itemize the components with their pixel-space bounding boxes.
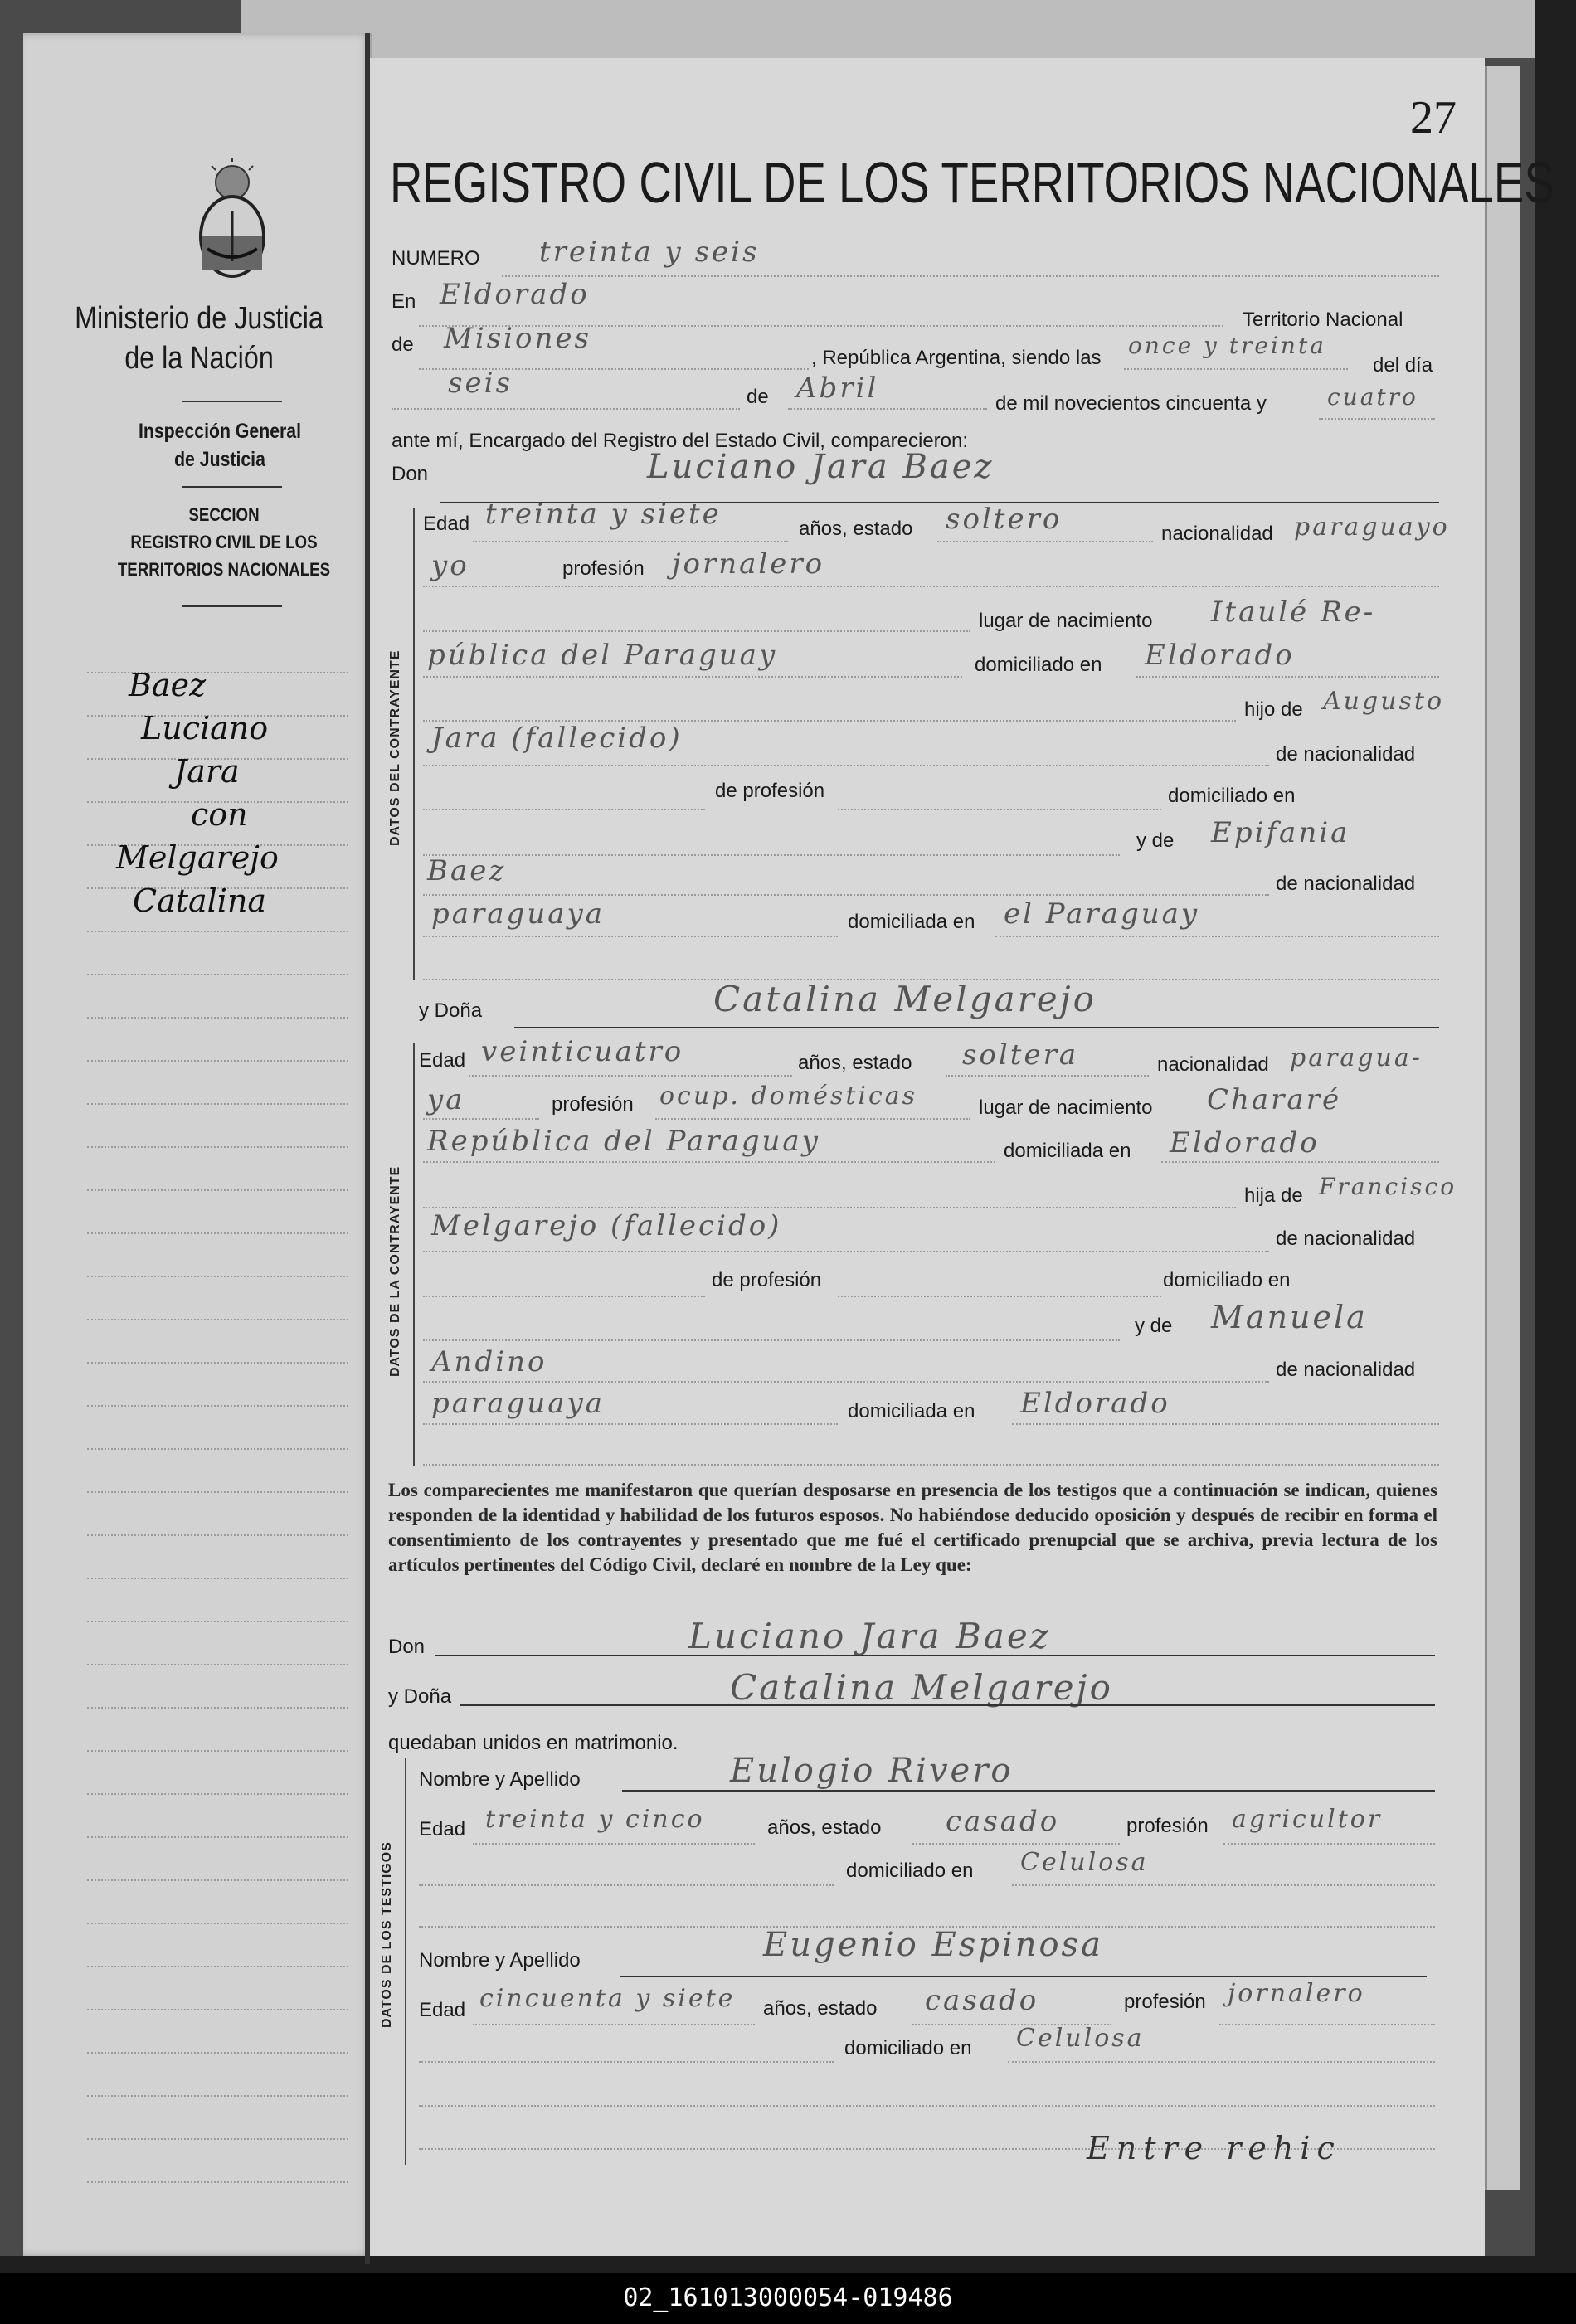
profesion-label: profesión [562,557,645,580]
margin-note [116,664,279,922]
madre-value: Manuela [1211,1299,1368,1335]
ruled-line [87,1060,348,1062]
ministry-line1: Ministerio de Justicia [75,301,323,336]
domicilio-value: Eldorado [1170,1126,1320,1160]
edad-label: Edad [419,1049,466,1072]
edad-value: veinticuatro [481,1035,684,1068]
testigos-bracket [405,1758,406,2165]
decl-don-value: Luciano Jara Baez [688,1616,1051,1656]
lugar-cont: pública del Paraguay [427,639,778,672]
mil-label: de mil novecientos cincuenta y [995,392,1267,415]
lugar-cont: República del Paraguay [427,1125,820,1158]
y-de-label: y de [1136,829,1175,852]
page-title: REGISTRO CIVIL DE LOS TERRITORIOS NACIONALES [390,150,1554,215]
ruled-line [87,1491,348,1493]
contrayente-bracket [413,508,415,980]
book-fold [365,33,370,2264]
domiciliada-label: domiciliada en [1004,1140,1131,1162]
nacionalidad-cont: ya [427,1083,465,1116]
ruled-line [87,1017,348,1019]
profesion-label: profesión [552,1093,634,1116]
decl-dona-label: y Doña [388,1685,452,1708]
contrayenta-bracket [413,1043,415,1466]
ruled-line [87,974,348,975]
section-line1: SECCION [188,504,260,525]
nacionalidad-cont: yo [431,549,469,582]
hora-value: once y treinta [1128,332,1326,359]
ruled-line [87,1146,348,1148]
ruled-line [87,1578,348,1579]
ruled-line [87,2009,348,2010]
inspection-line2: de Justicia [174,448,265,471]
anio-value: cuatro [1327,383,1418,411]
ruled-line [87,1405,348,1407]
t2-domicilio-value: Celulosa [1016,2024,1145,2053]
madre-cont: Andino [431,1345,547,1378]
don-value: Luciano Jara Baez [647,448,995,486]
divider [182,605,282,607]
numero-label: NUMERO [392,247,480,270]
ruled-line [87,1319,348,1320]
nacionalidad-value: paraguayo [1294,513,1450,542]
padre-cont: Jara (fallecido) [431,722,683,755]
mes-value: Abril [796,372,879,405]
de-nac-label: de nacionalidad [1276,873,1416,895]
t1-edad-value: treinta y cinco [485,1805,705,1834]
page-edge [1485,66,1520,2190]
decl-dona-value: Catalina Melgarejo [730,1667,1113,1708]
ruled-line [87,2052,348,2054]
ministry-line2: de la Nación [124,341,274,376]
margin-note-line: Catalina [133,882,267,919]
t1-domicilio-value: Celulosa [1020,1848,1149,1877]
domiciliado-label: domiciliado en [975,654,1102,676]
anos-label: años, estado [798,1052,912,1074]
t2-profesion-label: profesión [1124,1991,1206,2013]
estado-value: soltero [946,503,1063,536]
t1-domiciliado-label: domiciliado en [846,1860,974,1882]
divider [182,486,282,488]
hijo-label: hijo de [1244,698,1303,721]
nacionalidad-label: nacionalidad [1157,1053,1269,1076]
y-de-label: y de [1135,1315,1173,1337]
t1-profesion-label: profesión [1126,1815,1209,1837]
ruled-line [87,2138,348,2140]
y-dona-label: y Doña [419,999,483,1022]
territorio-label: Territorio Nacional [1243,309,1403,331]
lugar-value: Chararé [1207,1083,1342,1116]
lugar-value: Itaulé Re- [1211,596,1376,629]
lugar-label: lugar de nacimiento [979,1096,1153,1119]
lugar-label: lugar de nacimiento [979,610,1153,632]
edad-label: Edad [423,513,470,535]
section-line3: TERRITORIOS NACIONALES [117,559,331,580]
divider [182,401,282,402]
margin-note-line: Jara [174,753,240,790]
de-label: de [392,333,414,356]
ruled-line [87,1232,348,1234]
ruled-line [87,1707,348,1709]
republica-label: , República Argentina, siendo las [811,347,1102,369]
margin-note-line: con [191,796,248,833]
t2-domiciliado-label: domiciliado en [844,2037,972,2059]
decl-don-label: Don [388,1636,426,1658]
previous-page-strip [241,0,1535,58]
ruled-line [87,1621,348,1622]
del-dia-label: del día [1373,354,1433,377]
ruled-line [87,1793,348,1795]
t2-nombre-label: Nombre y Apellido [419,1949,581,1972]
de2-label: de [747,386,769,408]
testigos-side-label: DATOS DE LOS TESTIGOS [380,1841,394,2028]
ruled-line [87,1879,348,1881]
domicilio-value: Eldorado [1145,639,1295,672]
margin-note-line: Baez [129,667,207,703]
page-number: 27 [1410,92,1457,143]
ruled-line [87,1534,348,1536]
domiciliado-en-label: domiciliado en [1163,1269,1291,1291]
nacionalidad-value: paragua- [1290,1043,1423,1072]
t2-estado-value: casado [925,1984,1039,2017]
ruled-line [87,1750,348,1752]
de-nac-label: de nacionalidad [1276,743,1416,766]
padre-value: Augusto [1323,687,1445,716]
padre-value: Francisco [1319,1173,1457,1200]
t2-edad-value: cincuenta y siete [479,1984,736,2013]
madre-nac: paraguaya [431,1387,605,1420]
inspection-line1: Inspección General [138,420,302,443]
ruled-line [87,1103,348,1105]
domiciliada-label: domiciliada en [848,911,975,933]
profesion-value: ocup. domésticas [659,1082,918,1111]
margin-note-line: Melgarejo [116,839,279,876]
numero-value: treinta y seis [539,236,760,269]
madre-domicilio: el Paraguay [1004,897,1200,931]
margin-note-line: Luciano [141,710,269,746]
t1-edad-label: Edad [419,1818,466,1840]
profesion-value: jornalero [672,547,825,581]
section-line2: REGISTRO CIVIL DE LOS [130,532,318,552]
don-label: Don [392,463,429,485]
madre-nac: paraguaya [431,897,605,931]
madre-cont: Baez [427,854,507,887]
t2-profesion-value: jornalero [1228,1979,1365,2008]
ruled-line [87,1276,348,1277]
ruled-line [87,1923,348,1924]
t1-estado-value: casado [946,1805,1060,1838]
domiciliado-en-label: domiciliado en [1168,785,1296,807]
ruled-line [87,1836,348,1838]
ruled-line [87,2181,348,2183]
t1-nombre-label: Nombre y Apellido [419,1768,581,1791]
de-value: Misiones [444,322,591,355]
quedaban-label: quedaban unidos en matrimonio. [388,1732,679,1754]
argentina-coat-of-arms-icon [191,158,274,282]
ruled-line [87,1189,348,1191]
ruled-line [87,1362,348,1364]
de-nac-label: de nacionalidad [1276,1359,1416,1381]
t2-edad-label: Edad [419,1999,466,2021]
de-profesion-label: de profesión [715,780,825,802]
ante-mi-label: ante mí, Encargado del Registro del Estado Civil, comparecieron: [392,430,969,452]
image-caption: 02_161013000054-019486 [0,2273,1576,2324]
madre-domicilio: Eldorado [1020,1387,1170,1420]
contrayenta-side-label: DATOS DE LA CONTRAYENTE [388,1165,402,1377]
madre-dom-label: domiciliada en [848,1400,975,1422]
t1-anos-label: años, estado [767,1816,882,1839]
en-label: En [392,290,416,313]
de-profesion-label: de profesión [712,1269,822,1291]
t1-nombre-value: Eulogio Rivero [730,1752,1014,1790]
madre-value: Epifania [1211,816,1350,849]
t1-profesion-value: agricultor [1232,1805,1383,1834]
en-value: Eldorado [440,278,590,311]
edad-value: treinta y siete [485,498,722,531]
dia-value: seis [448,367,513,400]
contrayente-side-label: DATOS DEL CONTRAYENTE [388,649,402,846]
anos-label: años, estado [799,518,913,540]
ruled-line [87,1966,348,1967]
de-nac-label: de nacionalidad [1276,1228,1416,1250]
estado-value: soltera [962,1038,1079,1072]
nacionalidad-label: nacionalidad [1161,523,1273,545]
t2-nombre-value: Eugenio Espinosa [763,1926,1103,1964]
ruled-line [87,1664,348,1665]
declaration-text: Los comparecientes me manifestaron que querían desposarse en presencia de los testigos que a continuación se indican, quienes responden de la identidad y habilidad de los futuros esposos. No habiéndose deducido oposición y después de recibir en forma el consentimiento de los contrayentes y presentado que me fué el certificado prenupcial que se archiva, previa lectura de los artículos pertinentes del Código Civil, declaré en nombre de la Ley que: [388,1480,1437,1575]
footer-handwritten-note: Entre rehic [1087,2130,1341,2166]
ruled-line [87,2095,348,2097]
dona-value: Catalina Melgarejo [713,979,1097,1019]
padre-cont: Melgarejo (fallecido) [431,1209,782,1242]
ruled-line [87,1448,348,1450]
ruled-line [87,931,348,932]
t2-anos-label: años, estado [763,1997,878,2020]
hija-label: hija de [1244,1184,1303,1207]
